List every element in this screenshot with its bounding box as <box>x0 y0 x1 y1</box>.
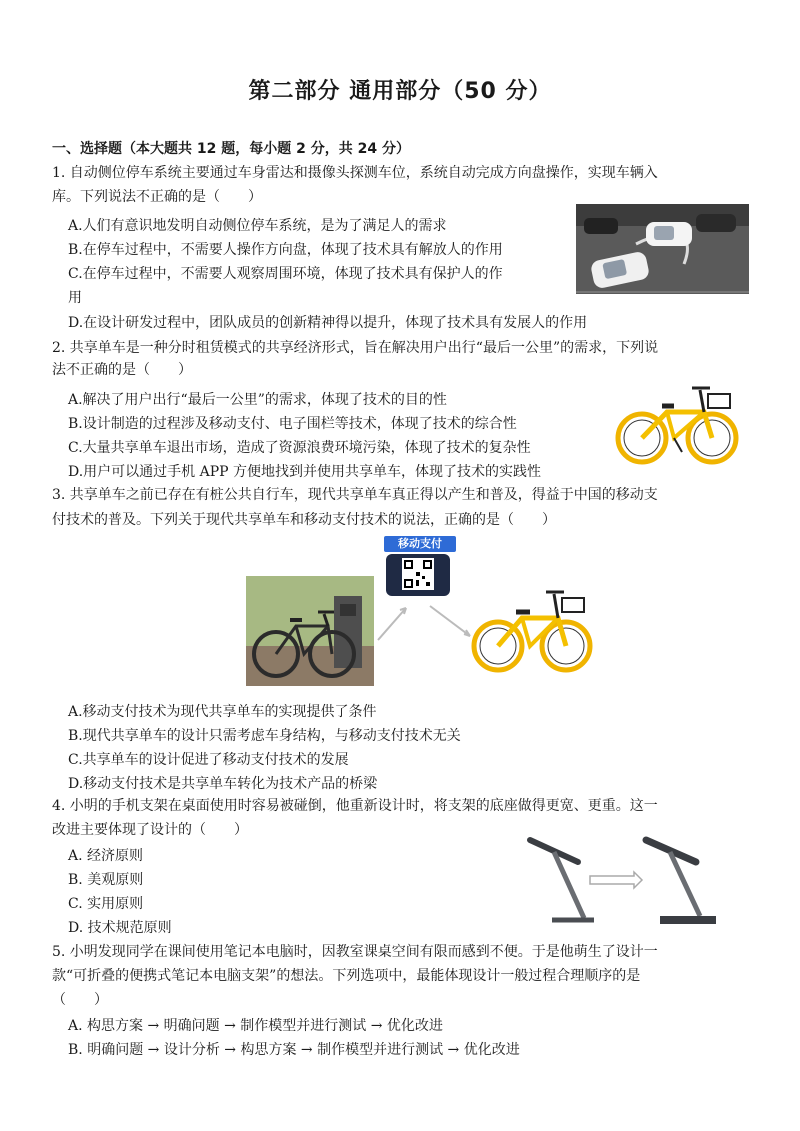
q2-option-c: C.大量共享单车退出市场，造成了资源浪费环境污染，体现了技术的复杂性 <box>68 440 531 456</box>
q3-stem-line1: 3. 共享单车之前已存在有桩公共自行车，现代共享单车真正得以产生和普及，得益于中国的移动支 <box>52 487 658 503</box>
q2-stem-line2: 法不正确的是（ ） <box>52 362 192 378</box>
q5-option-a: A. 构思方案 → 明确问题 → 制作模型并进行测试 → 优化改进 <box>68 1018 443 1034</box>
page-title: 第二部分 通用部分（50 分） <box>248 79 552 104</box>
qr-code-icon <box>402 558 434 590</box>
q2-stem-line1: 2. 共享单车是一种分时租赁模式的共享经济形式，旨在解决用户出行“最后一公里”的需求，下列说 <box>52 340 659 356</box>
public-bicycle-image <box>246 576 374 686</box>
q3-option-c: C.共享单车的设计促进了移动支付技术的发展 <box>68 752 349 768</box>
q4-stem-line1: 4. 小明的手机支架在桌面使用时容易被碰倒，他重新设计时，将支架的底座做得更宽、更重。这一 <box>52 798 658 814</box>
q4-option-c: C. 实用原则 <box>68 896 144 912</box>
q4-option-b: B. 美观原则 <box>68 872 144 888</box>
q2-option-b: B.设计制造的过程涉及移动支付、电子围栏等技术，体现了技术的综合性 <box>68 416 517 432</box>
q3-option-b: B.现代共享单车的设计只需考虑车身结构，与移动支付技术无关 <box>68 728 461 744</box>
q4-option-d: D. 技术规范原则 <box>68 920 172 936</box>
q2-option-d: D.用户可以通过手机 APP 方便地找到并使用共享单车，体现了技术的实践性 <box>68 464 542 480</box>
q3-stem-line2: 付技术的普及。下列关于现代共享单车和移动支付技术的说法，正确的是（ ） <box>52 512 556 528</box>
q3-option-a: A.移动支付技术为现代共享单车的实现提供了条件 <box>68 704 377 720</box>
modern-shared-bike-image <box>470 572 594 680</box>
q4-option-a: A. 经济原则 <box>68 848 144 864</box>
q1-stem-line1: 1. 自动侧位停车系统主要通过车身雷达和摄像头探测车位，系统自动完成方向盘操作，实现车辆入 <box>52 165 658 181</box>
q1-option-c-wrap: 用 <box>68 290 82 306</box>
q5-stem-line2: 款“可折叠的便携式笔记本电脑支架”的想法。下列选项中，最能体现设计一般过程合理顺序的是 <box>52 968 641 984</box>
shared-bike-image <box>612 372 744 470</box>
q5-stem-line3: （ ） <box>52 992 108 1008</box>
mobile-payment-image <box>380 536 456 600</box>
q1-option-d: D.在设计研发过程中，团队成员的创新精神得以提升，体现了技术具有发展人的作用 <box>68 315 588 331</box>
q2-option-a: A.解决了用户出行“最后一公里”的需求，体现了技术的目的性 <box>68 392 447 408</box>
q1-option-c: C.在停车过程中，不需要人观察周围环境，体现了技术具有保护人的作 <box>68 266 503 282</box>
mobile-payment-label: 移动支付 <box>384 536 456 552</box>
q4-stem-line2: 改进主要体现了设计的（ ） <box>52 822 248 838</box>
q1-option-a: A.人们有意识地发明自动侧位停车系统，是为了满足人的需求 <box>68 218 447 234</box>
parking-image <box>576 204 749 294</box>
phone-stand-image <box>524 832 724 928</box>
section-heading: 一、选择题（本大题共 12 题，每小题 2 分，共 24 分） <box>52 141 410 157</box>
q1-stem-line2: 库。下列说法不正确的是（ ） <box>52 189 262 205</box>
q5-stem-line1: 5. 小明发现同学在课间使用笔记本电脑时，因教室课桌空间有限而感到不便。于是他萌生了设计一 <box>52 944 658 960</box>
flow-arrows-icon <box>374 596 474 646</box>
q1-option-b: B.在停车过程中，不需要人操作方向盘，体现了技术具有解放人的作用 <box>68 242 503 258</box>
q3-option-d: D.移动支付技术是共享单车转化为技术产品的桥梁 <box>68 776 378 792</box>
q5-option-b: B. 明确问题 → 设计分析 → 构思方案 → 制作模型并进行测试 → 优化改进 <box>68 1042 520 1058</box>
